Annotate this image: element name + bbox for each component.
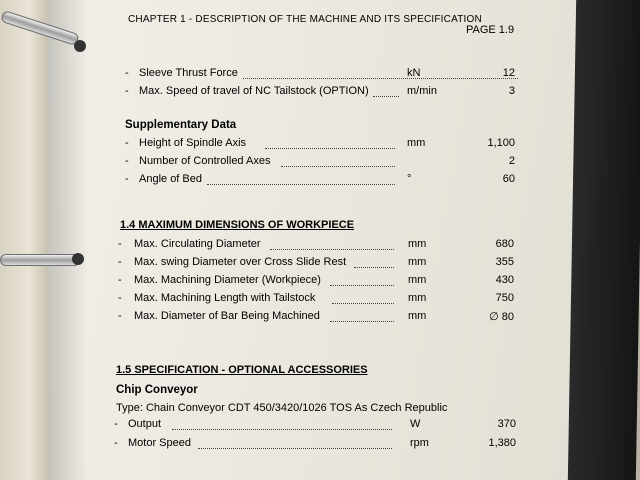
binder-ring-top-end <box>74 40 86 52</box>
page-shadow <box>48 0 88 480</box>
binder-edge <box>0 0 49 480</box>
section-1-4-title: 1.4 MAXIMUM DIMENSIONS OF WORKPIECE <box>120 219 355 231</box>
chapter-header: CHAPTER 1 - DESCRIPTION OF THE MACHINE AND ITS SPECIFICATION <box>128 14 482 25</box>
conveyor-type-line: Type: Chain Conveyor CDT 450/3420/1026 TOS As Czech Republic <box>116 402 448 414</box>
page-number: PAGE 1.9 <box>466 24 515 36</box>
dark-background <box>568 0 640 480</box>
chip-conveyor-title: Chip Conveyor <box>116 384 198 396</box>
binder-ring-middle-end <box>72 253 84 265</box>
binder-ring-middle <box>0 254 80 266</box>
section-1-5-title: 1.5 SPECIFICATION - OPTIONAL ACCESSORIES <box>116 364 368 376</box>
supplementary-title: Supplementary Data <box>125 119 237 131</box>
